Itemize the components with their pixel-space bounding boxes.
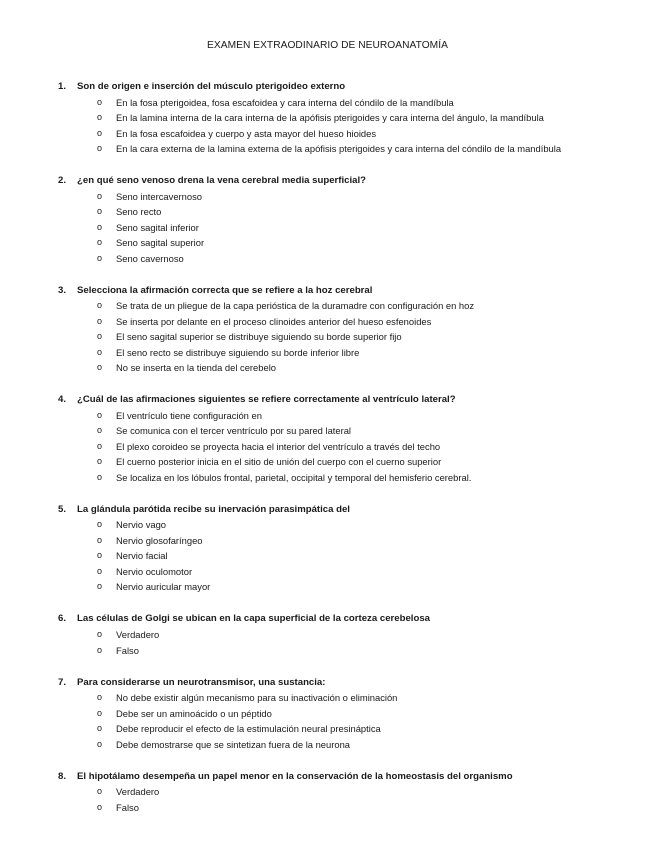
bullet-icon: o	[97, 440, 103, 451]
answer-option-text: Seno recto	[116, 206, 162, 218]
bullet-icon: o	[97, 252, 103, 263]
answer-option	[58, 408, 648, 424]
answer-option-text: Seno cavernoso	[116, 252, 184, 264]
answer-option-text: Se localiza en los lóbulos frontal, parietal, occipital y temporal del hemisferio cerebral.	[116, 471, 472, 483]
answer-option-text: El cuerno posterior inicia en el sitio de unión del cuerpo con el cuerno superior	[116, 456, 442, 468]
answer-option-text: Seno sagital superior	[116, 237, 205, 249]
answer-option-text: En la fosa escafoidea y cuerpo y asta mayor del hueso hioides	[116, 127, 377, 139]
question-heading	[58, 283, 648, 299]
question-number: 5.	[58, 503, 67, 515]
answer-option-text: Nervio oculomotor	[116, 565, 193, 577]
answer-option-text: Nervio facial	[116, 550, 168, 562]
answer-option	[58, 345, 648, 361]
bullet-icon: o	[97, 801, 103, 812]
question-number: 8.	[58, 770, 67, 782]
bullet-icon: o	[97, 456, 103, 467]
answer-option-text: Verdadero	[116, 786, 160, 798]
question-list	[58, 79, 648, 832]
answer-option-text: Debe ser un aminoácido o un péptido	[116, 707, 272, 719]
answer-option	[58, 517, 648, 533]
question-number: 2.	[58, 175, 67, 187]
answer-option-text: El plexo coroideo se proyecta hacia el interior del ventrículo a través del techo	[116, 440, 441, 452]
bullet-icon: o	[97, 362, 103, 373]
answer-option	[58, 548, 648, 564]
answer-option	[58, 784, 648, 800]
answer-option	[58, 533, 648, 549]
answer-options	[58, 408, 648, 486]
bullet-icon: o	[97, 96, 103, 107]
answer-option-text: Se comunica con el tercer ventrículo por su pared lateral	[116, 425, 352, 437]
answer-option	[58, 627, 648, 643]
answer-option	[58, 721, 648, 737]
question-text: Las células de Golgi se ubican en la capa superficial de la corteza cerebelosa	[77, 613, 430, 625]
answer-options	[58, 627, 648, 658]
question-heading	[58, 502, 648, 518]
answer-options	[58, 517, 648, 595]
question-text: Para considerarse un neurotransmisor, una sustancia:	[77, 676, 326, 688]
answer-option-text: Nervio vago	[116, 519, 167, 531]
answer-option	[58, 690, 648, 706]
question-text: Son de origen e inserción del músculo pterigoideo externo	[77, 81, 346, 92]
bullet-icon: o	[97, 471, 103, 482]
answer-option-text: Nervio auricular mayor	[116, 581, 211, 593]
bullet-icon: o	[97, 127, 103, 138]
answer-option	[58, 251, 648, 267]
answer-option	[58, 95, 648, 111]
answer-option	[58, 454, 648, 470]
bullet-icon: o	[97, 346, 103, 357]
answer-option	[58, 439, 648, 455]
answer-option	[58, 360, 648, 376]
answer-option	[58, 220, 648, 236]
answer-option	[58, 800, 648, 816]
bullet-icon: o	[97, 206, 103, 217]
question-text: Selecciona la afirmación correcta que se refiere a la hoz cerebral	[77, 284, 373, 296]
bullet-icon: o	[97, 534, 103, 545]
answer-option-text: Se trata de un pliegue de la capa perióstica de la duramadre con configuración en hoz	[116, 300, 475, 312]
bullet-icon: o	[97, 629, 103, 640]
answer-option	[58, 235, 648, 251]
answer-option	[58, 314, 648, 330]
question-text: El hipotálamo desempeña un papel menor en la conservación de la homeostasis del organismo	[77, 770, 513, 782]
bullet-icon: o	[97, 409, 103, 420]
bullet-icon: o	[97, 112, 103, 123]
question-text: ¿Cuál de las afirmaciones siguientes se refiere correctamente al ventrículo lateral?	[77, 394, 456, 406]
answer-options	[58, 95, 648, 157]
answer-option	[58, 423, 648, 439]
answer-option	[58, 737, 648, 753]
answer-option-text: En la lamina interna de la cara interna de la apófisis pterigoides y cara interna del ángulo, la mandíbula	[116, 112, 544, 124]
question-number: 6.	[58, 613, 67, 625]
answer-option	[58, 298, 648, 314]
question-item	[58, 392, 648, 485]
bullet-icon: o	[97, 644, 103, 655]
answer-option	[58, 126, 648, 142]
bullet-icon: o	[97, 723, 103, 734]
answer-option	[58, 470, 648, 486]
answer-option-text: Debe demostrarse que se sintetizan fuera de la neurona	[116, 738, 350, 750]
answer-option-text: Debe reproducir el efecto de la estimulación neural presináptica	[116, 723, 381, 735]
bullet-icon: o	[97, 143, 103, 154]
answer-option-text: Falso	[116, 801, 139, 813]
question-item	[58, 675, 648, 753]
answer-option	[58, 643, 648, 659]
answer-option-text: En la fosa pterigoidea, fosa escafoidea y cara interna del cóndilo de la mandíbula	[116, 96, 454, 108]
bullet-icon: o	[97, 738, 103, 749]
answer-options	[58, 298, 648, 376]
answer-option	[58, 110, 648, 126]
answer-option	[58, 564, 648, 580]
answer-option-text: En la cara externa de la lamina externa de la apófisis pterigoides y cara interna del cóndilo de la mandíbula	[116, 143, 562, 155]
bullet-icon: o	[97, 221, 103, 232]
answer-option-text: El seno sagital superior se distribuye siguiendo su borde superior fijo	[116, 331, 402, 343]
bullet-icon: o	[97, 692, 103, 703]
bullet-icon: o	[97, 425, 103, 436]
question-number: 7.	[58, 676, 67, 688]
question-heading	[58, 769, 648, 785]
question-text: La glándula parótida recibe su inervación parasimpática del	[77, 503, 350, 515]
question-item	[58, 769, 648, 816]
answer-option-text: Se inserta por delante en el proceso clinoides anterior del hueso esfenoides	[116, 315, 432, 327]
question-heading	[58, 611, 648, 627]
answer-option-text: El ventrículo tiene configuración en	[116, 409, 262, 421]
answer-options	[58, 784, 648, 815]
bullet-icon: o	[97, 519, 103, 530]
answer-option-text: Seno sagital inferior	[116, 221, 199, 233]
question-item	[58, 502, 648, 595]
bullet-icon: o	[97, 300, 103, 311]
question-heading	[58, 173, 648, 189]
page-title: EXAMEN EXTRAODINARIO DE NEUROANATOMÍA	[207, 40, 448, 51]
answer-options	[58, 189, 648, 267]
answer-option-text: No se inserta en la tienda del cerebelo	[116, 362, 276, 374]
question-text: ¿en qué seno venoso drena la vena cerebral media superficial?	[77, 175, 366, 187]
bullet-icon: o	[97, 565, 103, 576]
answer-option	[58, 329, 648, 345]
question-number: 1.	[58, 81, 67, 92]
bullet-icon: o	[97, 237, 103, 248]
question-heading	[58, 392, 648, 408]
bullet-icon: o	[97, 331, 103, 342]
answer-option-text: No debe existir algún mecanismo para su inactivación o eliminación	[116, 692, 398, 704]
answer-option	[58, 141, 648, 157]
answer-option-text: Falso	[116, 644, 139, 656]
bullet-icon: o	[97, 315, 103, 326]
bullet-icon: o	[97, 581, 103, 592]
bullet-icon: o	[97, 786, 103, 797]
question-item	[58, 283, 648, 376]
question-item	[58, 173, 648, 266]
question-item	[58, 611, 648, 658]
answer-option	[58, 204, 648, 220]
question-item	[58, 79, 648, 157]
answer-option-text: Verdadero	[116, 629, 160, 641]
question-heading	[58, 79, 648, 95]
answer-option-text: Nervio glosofaríngeo	[116, 534, 203, 546]
bullet-icon: o	[97, 550, 103, 561]
answer-option	[58, 189, 648, 205]
answer-options	[58, 690, 648, 752]
bullet-icon: o	[97, 190, 103, 201]
question-number: 3.	[58, 284, 67, 296]
answer-option	[58, 579, 648, 595]
bullet-icon: o	[97, 707, 103, 718]
question-number: 4.	[58, 394, 67, 406]
question-heading	[58, 675, 648, 691]
answer-option-text: Seno intercavernoso	[116, 190, 202, 202]
answer-option	[58, 706, 648, 722]
answer-option-text: El seno recto se distribuye siguiendo su borde inferior libre	[116, 346, 360, 358]
